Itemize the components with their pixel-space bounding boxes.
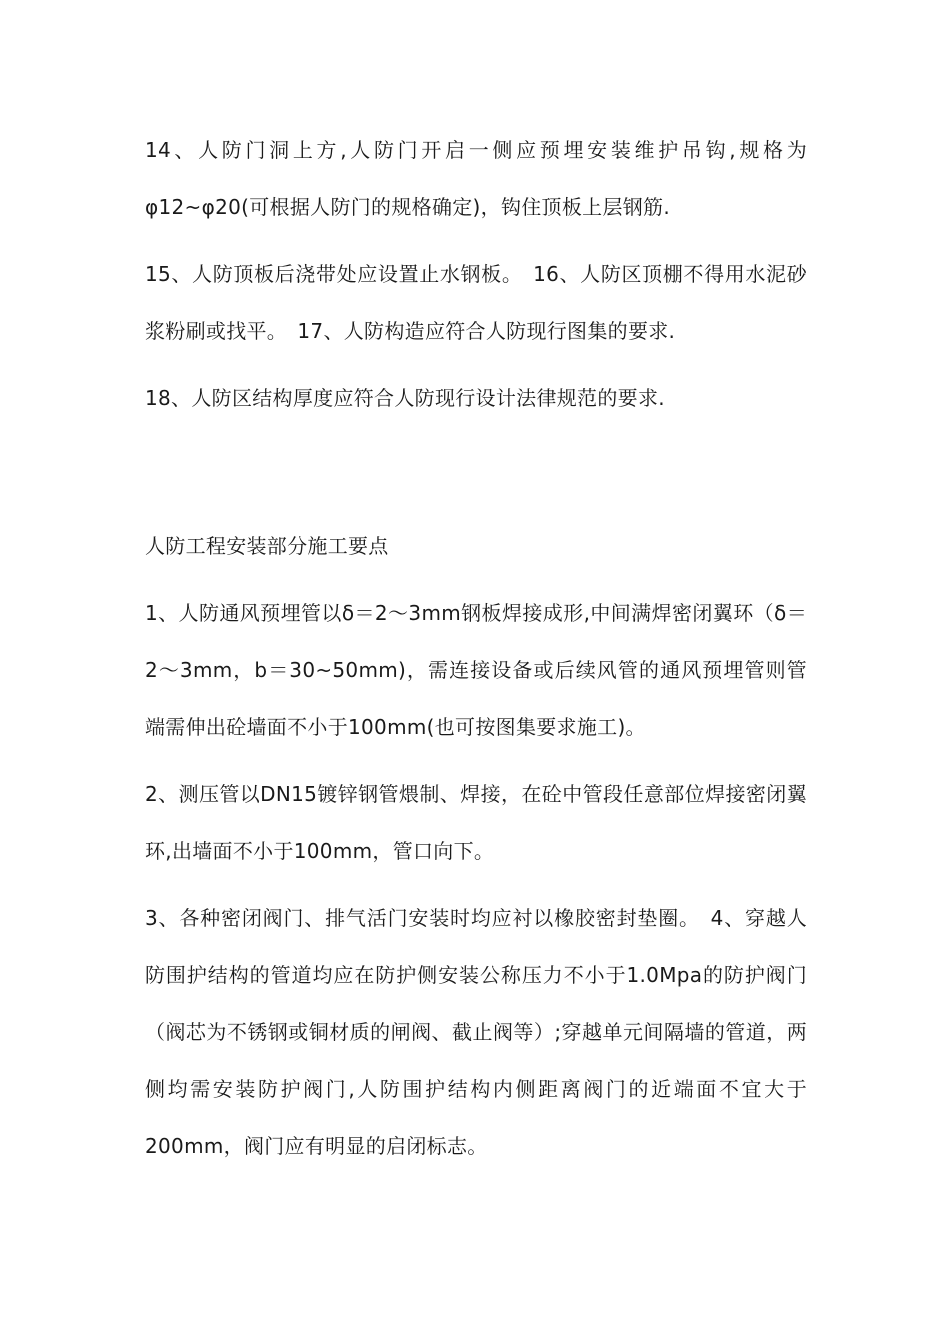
paragraph-items-3-4: 3、各种密闭阀门、排气活门安装时均应衬以橡胶密封垫圈。 4、穿越人防围护结构的管道均应在防护侧安装公称压力不小于1.0Mpa的防护阀门（阀芯为不锈钢或铜材质的闸阀、截止阀等）;穿越单元间隔墙的管道，两侧均需安装防护阀门,人防围护结构内侧距离阀门的近端面不宜大于200mm，阀门应有明显的启闭标志。: [145, 906, 807, 1158]
paragraph-items-15-17: 15、人防顶板后浇带处应设置止水钢板。 16、人防区顶棚不得用水泥砂浆粉刷或找平。 17、人防构造应符合人防现行图集的要求.: [145, 262, 807, 343]
paragraph-item-14: 14、人防门洞上方,人防门开启一侧应预埋安装维护吊钩,规格为φ12~φ20(可根据人防门的规格确定)，钩住顶板上层钢筋.: [145, 138, 807, 219]
paragraph-item-2: 2、测压管以DN15镀锌钢管煨制、焊接，在砼中管段任意部位焊接密闭翼环,出墙面不小于100mm，管口向下。: [145, 782, 807, 863]
section-heading: 人防工程安装部分施工要点: [145, 534, 389, 558]
structure-notes-section: [145, 122, 807, 437]
paragraph-item-18: 18、人防区结构厚度应符合人防现行设计法律规范的要求.: [145, 386, 665, 410]
paragraph-item-1: 1、人防通风预埋管以δ＝2～3mm钢板焊接成形,中间满焊密闭翼环（δ＝2～3mm，b＝30~50mm)，需连接设备或后续风管的通风预埋管则管端需伸出砼墙面不小于100mm(也可按图集要求施工)。: [145, 601, 807, 739]
installation-notes-section: [145, 518, 807, 1185]
